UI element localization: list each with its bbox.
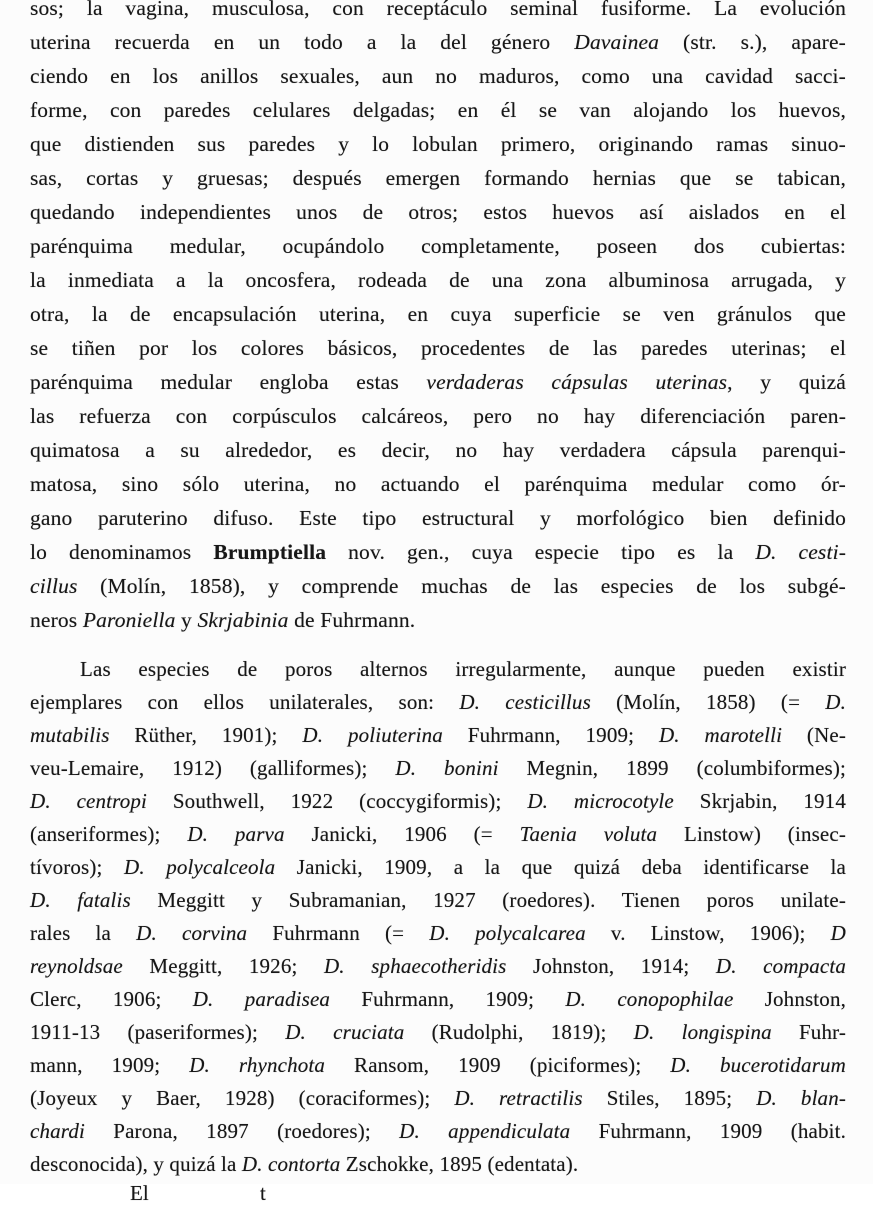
body-text: ciendo en los anillos sexuales, aun no maduros, como una cavidad sacci- bbox=[30, 64, 846, 88]
text-line bbox=[30, 263, 846, 297]
body-text: Linstow) (insec- bbox=[657, 822, 846, 846]
text-line bbox=[30, 399, 846, 433]
body-text: quedando independientes unos de otros; estos huevos así aislados en el bbox=[30, 200, 846, 224]
species-name-italic: chardi bbox=[30, 1119, 85, 1143]
species-name-italic: D. compacta bbox=[715, 954, 846, 978]
text-line bbox=[30, 950, 846, 983]
text-line bbox=[30, 917, 846, 950]
text-line bbox=[30, 851, 846, 884]
body-text: lo denominamos bbox=[30, 540, 214, 564]
body-text: que distienden sus paredes y lo lobulan primero, originando ramas sinuo- bbox=[30, 132, 846, 156]
species-name-italic: D. corvina bbox=[136, 921, 248, 945]
body-text: matosa, sino sólo uterina, no actuando el parénquima medular como ór- bbox=[30, 472, 846, 496]
text-line bbox=[30, 818, 846, 851]
body-text: Clerc, 1906; bbox=[30, 987, 193, 1011]
genus-name-bold: Brumptiella bbox=[213, 540, 327, 564]
body-text: la inmediata a la oncosfera, rodeada de una zona albuminosa arrugada, y bbox=[30, 268, 846, 292]
body-text: Parona, 1897 (roedores); bbox=[84, 1119, 400, 1143]
text-line bbox=[30, 603, 846, 637]
body-text: (str. s.), apare- bbox=[659, 30, 846, 54]
species-name-italic: D. retractilis bbox=[454, 1086, 583, 1110]
body-text: Rüther, 1901); bbox=[109, 723, 303, 747]
body-text: otra, la de encapsulación uterina, en cuya superficie se ven gránulos que bbox=[30, 302, 846, 326]
species-name-italic: D. bucerotidarum bbox=[670, 1053, 846, 1077]
species-name-italic: D. polycalcarea bbox=[429, 921, 586, 945]
clipped-text-fragment: El bbox=[130, 1181, 149, 1205]
body-text: Skrjabin, 1914 bbox=[673, 789, 846, 813]
body-text: sas, cortas y gruesas; después emergen formando hernias que se tabican, bbox=[30, 166, 846, 190]
body-text: Meggitt y Subramanian, 1927 (roedores). Tienen poros unilate- bbox=[130, 888, 846, 912]
species-name-italic: D. rhynchota bbox=[189, 1053, 326, 1077]
body-text: quimatosa a su alrededor, es decir, no hay verdadera cápsula parenqui- bbox=[30, 438, 846, 462]
text-line bbox=[30, 365, 846, 399]
species-name-italic: D. poliuterina bbox=[302, 723, 443, 747]
body-text: (Molín, 1858) (= bbox=[590, 690, 826, 714]
species-name-italic: Davainea bbox=[574, 30, 660, 54]
body-text: forme, con paredes celulares delgadas; en él se van alojando los huevos, bbox=[30, 98, 846, 122]
paragraph bbox=[30, 0, 846, 637]
body-text: Johnston, bbox=[733, 987, 846, 1011]
text-line bbox=[30, 686, 846, 719]
body-text: , y quizá bbox=[727, 370, 846, 394]
body-text: Fuhr- bbox=[771, 1020, 846, 1044]
body-text: 1911-13 (paseriformes); bbox=[30, 1020, 286, 1044]
body-text: (Molín, 1858), y comprende muchas de las especies de los subgé- bbox=[77, 574, 846, 598]
species-name-italic: D. centropi bbox=[30, 789, 147, 813]
body-text: Megnin, 1899 (columbiformes); bbox=[498, 756, 846, 780]
body-text: de Fuhrmann. bbox=[288, 608, 416, 632]
body-text: Southwell, 1922 (coccygiformis); bbox=[146, 789, 528, 813]
text-line bbox=[30, 0, 846, 25]
species-name-italic: mutabilis bbox=[30, 723, 110, 747]
text-line bbox=[30, 127, 846, 161]
body-text: nov. gen., cuya especie tipo es la bbox=[326, 540, 756, 564]
text-line bbox=[30, 719, 846, 752]
text-line bbox=[30, 1115, 846, 1148]
body-text: neros bbox=[30, 608, 83, 632]
body-text: se tiñen por los colores básicos, procedentes de las paredes uterinas; el bbox=[30, 336, 846, 360]
text-line bbox=[30, 653, 846, 686]
species-name-italic: D. microcotyle bbox=[527, 789, 674, 813]
body-text: (Rudolphi, 1819); bbox=[404, 1020, 634, 1044]
body-text: las refuerza con corpúsculos calcáreos, pero no hay diferenciación paren- bbox=[30, 404, 846, 428]
body-text: Meggitt, 1926; bbox=[122, 954, 324, 978]
body-text: Las especies de poros alternos irregularmente, aunque pueden existir bbox=[80, 657, 846, 681]
body-text: Fuhrmann, 1909 (habit. bbox=[570, 1119, 846, 1143]
body-text: gano paruterino difuso. Este tipo estructural y morfológico bien definido bbox=[30, 506, 846, 530]
species-name-italic: D. fatalis bbox=[30, 888, 131, 912]
text-line bbox=[30, 93, 846, 127]
body-text: Janicki, 1909, a la que quizá deba identificarse la bbox=[275, 855, 847, 879]
body-text: mann, 1909; bbox=[30, 1053, 190, 1077]
text-line bbox=[30, 161, 846, 195]
text-line bbox=[30, 195, 846, 229]
text-line bbox=[30, 1049, 846, 1082]
body-text: parénquima medular, ocupándolo completamente, poseen dos cubiertas: bbox=[30, 234, 846, 258]
text-line bbox=[30, 331, 846, 365]
species-name-italic: Taenia voluta bbox=[519, 822, 658, 846]
text-line bbox=[30, 467, 846, 501]
text-line bbox=[30, 501, 846, 535]
text-line bbox=[30, 25, 846, 59]
text-line bbox=[30, 884, 846, 917]
species-name-italic: D. cruciata bbox=[285, 1020, 405, 1044]
species-name-italic: reynoldsae bbox=[30, 954, 123, 978]
body-text: Johnston, 1914; bbox=[506, 954, 716, 978]
body-text: Stiles, 1895; bbox=[582, 1086, 757, 1110]
text-line bbox=[30, 229, 846, 263]
text-line bbox=[30, 433, 846, 467]
body-text: sos; la vagina, musculosa, con receptáculo seminal fusiforme. La evolución bbox=[30, 0, 846, 20]
text-line bbox=[30, 59, 846, 93]
text-column bbox=[30, 0, 846, 1210]
species-name-italic: D bbox=[830, 921, 846, 945]
body-text: tívoros); bbox=[30, 855, 125, 879]
paragraph bbox=[30, 653, 846, 1181]
species-name-italic: D. bonini bbox=[395, 756, 499, 780]
species-name-italic: D. cesti- bbox=[755, 540, 847, 564]
body-text: Ransom, 1909 (piciformes); bbox=[325, 1053, 671, 1077]
species-name-italic: D. bbox=[825, 690, 846, 714]
species-name-italic: D. appendiculata bbox=[399, 1119, 571, 1143]
body-text: (anseriformes); bbox=[30, 822, 188, 846]
species-name-italic: D. blan- bbox=[756, 1086, 846, 1110]
text-line bbox=[30, 535, 846, 569]
body-text: ejemplares con ellos unilaterales, son: bbox=[30, 690, 460, 714]
body-text: veu-Lemaire, 1912) (galliformes); bbox=[30, 756, 396, 780]
species-name-italic: D. parva bbox=[187, 822, 285, 846]
species-name-italic: D. longispina bbox=[633, 1020, 772, 1044]
text-line bbox=[30, 983, 846, 1016]
text-line bbox=[30, 785, 846, 818]
body-text: Fuhrmann, 1909; bbox=[330, 987, 566, 1011]
body-text: desconocida), y quizá la bbox=[30, 1152, 242, 1176]
clipped-text-fragment: t bbox=[260, 1181, 266, 1205]
clipped-bottom-line bbox=[30, 1177, 846, 1210]
species-name-italic: D. polycalceola bbox=[124, 855, 276, 879]
species-name-italic: Skrjabinia bbox=[197, 608, 289, 632]
body-text: Zschokke, 1895 (edentata). bbox=[340, 1152, 579, 1176]
body-text: y bbox=[175, 608, 198, 632]
species-name-italic: D. sphaecotheridis bbox=[323, 954, 507, 978]
body-text: rales la bbox=[30, 921, 137, 945]
body-text: parénquima medular engloba estas bbox=[30, 370, 427, 394]
body-text: Janicki, 1906 (= bbox=[284, 822, 520, 846]
body-text: (Joyeux y Baer, 1928) (coraciformes); bbox=[30, 1086, 455, 1110]
body-text: uterina recuerda en un todo a la del género bbox=[30, 30, 575, 54]
body-text: (Ne- bbox=[782, 723, 847, 747]
species-name-italic: D. contorta bbox=[241, 1152, 341, 1176]
body-text: Fuhrmann, 1909; bbox=[442, 723, 659, 747]
text-line bbox=[30, 569, 846, 603]
species-name-italic: Paroniella bbox=[82, 608, 176, 632]
species-name-italic: verdaderas cápsulas uterinas bbox=[426, 370, 728, 394]
species-name-italic: D. marotelli bbox=[658, 723, 783, 747]
text-line bbox=[30, 752, 846, 785]
body-text: v. Linstow, 1906); bbox=[585, 921, 831, 945]
text-line bbox=[30, 1082, 846, 1115]
species-name-italic: cillus bbox=[30, 574, 78, 598]
species-name-italic: D. cesticillus bbox=[459, 690, 591, 714]
text-line bbox=[30, 297, 846, 331]
species-name-italic: D. paradisea bbox=[192, 987, 331, 1011]
species-name-italic: D. conopophilae bbox=[565, 987, 734, 1011]
text-line bbox=[30, 1016, 846, 1049]
body-text: Fuhrmann (= bbox=[247, 921, 430, 945]
